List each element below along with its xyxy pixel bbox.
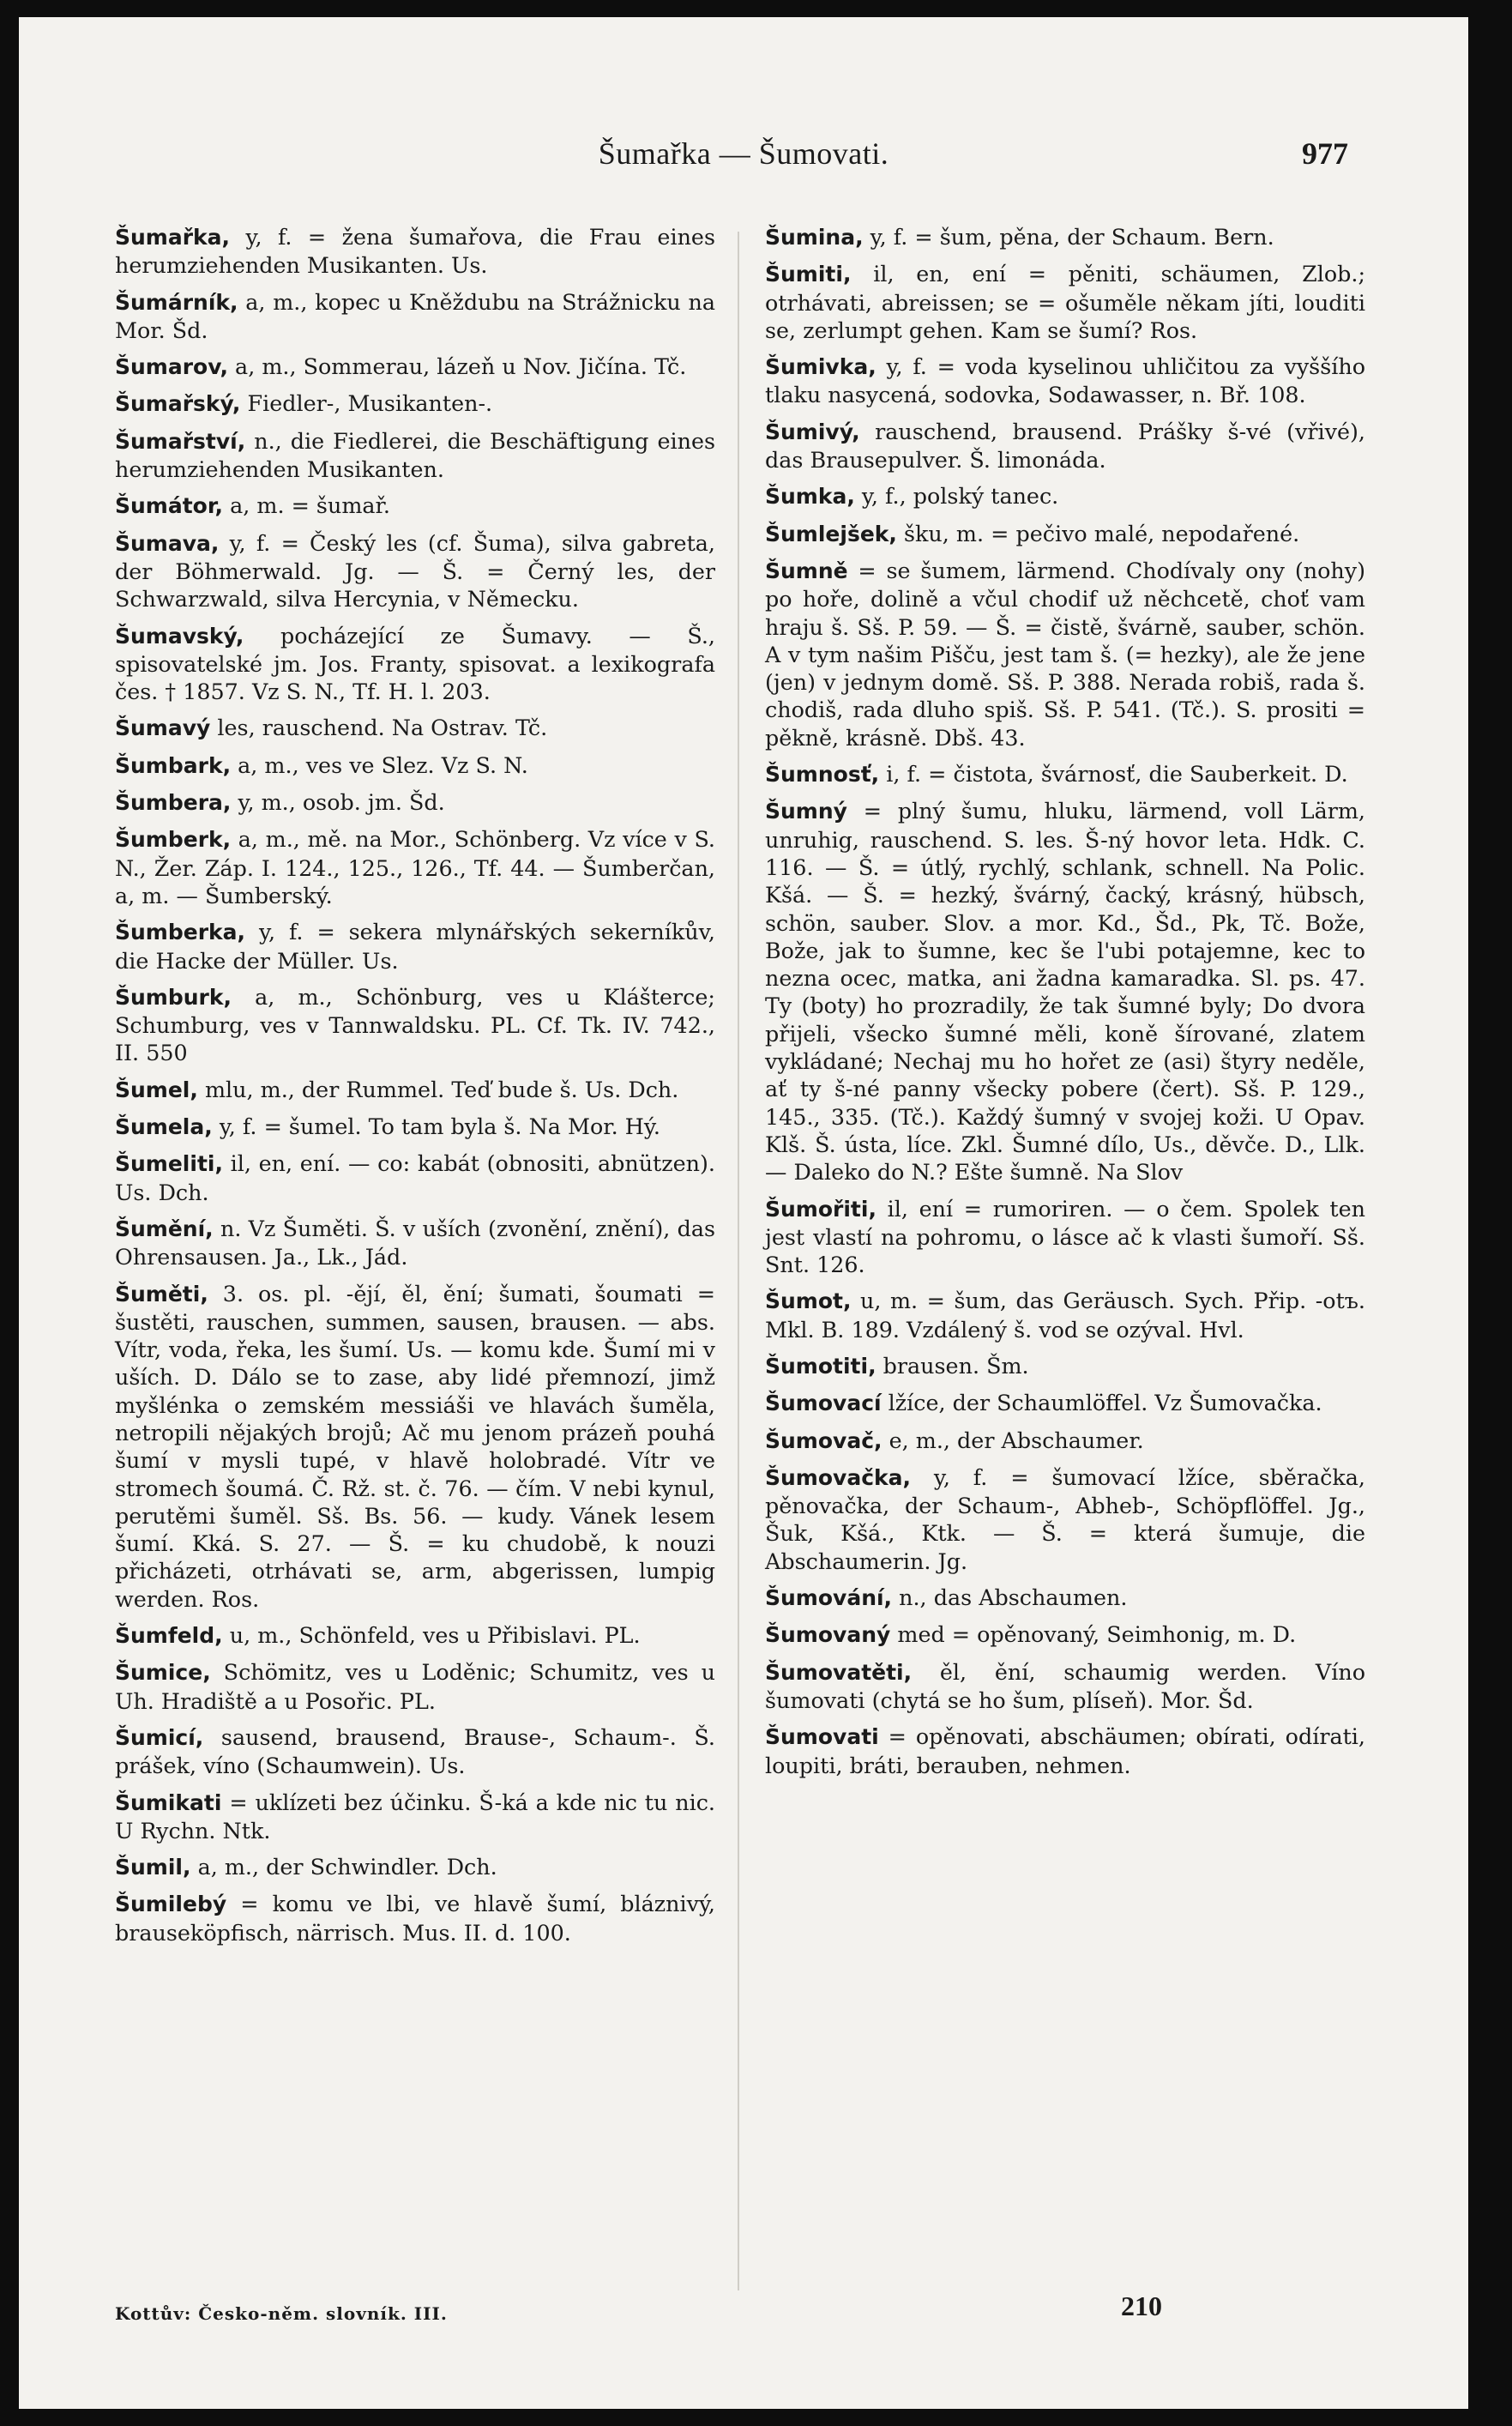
dictionary-entry bbox=[115, 492, 715, 520]
dictionary-entry bbox=[115, 1215, 715, 1271]
entry-headword: Šumnosť, bbox=[765, 762, 880, 788]
entry-headword: Šumarov, bbox=[115, 354, 228, 380]
entry-definition: a, m. = šumař. bbox=[223, 492, 390, 519]
entry-definition: a, m., Sommerau, lázeň u Nov. Jičína. Tč. bbox=[227, 353, 687, 380]
dictionary-entry bbox=[115, 1658, 715, 1715]
entry-headword: Šumavý bbox=[115, 715, 211, 741]
entry-definition: y, f. = šumel. To tam byla š. Na Mor. Hý. bbox=[212, 1113, 660, 1140]
entry-headword: Šuměti, bbox=[115, 1281, 208, 1307]
dictionary-entry bbox=[765, 1658, 1365, 1715]
dictionary-entry bbox=[115, 1789, 715, 1845]
entry-definition: y, m., osob. jm. Šd. bbox=[231, 789, 445, 816]
entry-definition: y, f. = šum, pěna, der Schaum. Bern. bbox=[863, 224, 1274, 250]
entry-headword: Šumivka, bbox=[765, 354, 876, 380]
dictionary-entry bbox=[765, 1620, 1365, 1649]
dictionary-entry bbox=[765, 760, 1365, 788]
entry-definition: Schömitz, ves u Loděnic; Schumitz, ves u Uh. Hradiště a u Posořic. PL. bbox=[115, 1659, 715, 1714]
dictionary-entry bbox=[115, 1150, 715, 1206]
dictionary-entry bbox=[765, 260, 1365, 344]
dictionary-entry bbox=[115, 1280, 715, 1614]
dictionary-entry bbox=[765, 418, 1365, 474]
dictionary-entry bbox=[765, 1427, 1365, 1455]
entry-headword: Šumavský, bbox=[115, 623, 244, 649]
entry-definition: = opěnovati, abschäumen; obírati, odírati, loupiti, bráti, berauben, nehmen. bbox=[765, 1723, 1365, 1778]
entry-definition: lžíce, der Schaumlöffel. Vz Šumovačka. bbox=[881, 1390, 1322, 1416]
entry-definition: y, f. = sekera mlynářských sekerníkův, die Hacke der Müller. Us. bbox=[115, 919, 715, 974]
entry-headword: Šumikati bbox=[115, 1789, 222, 1815]
entry-definition: sausend, brausend, Brause-, Schaum-. Š. prášek, víno (Schaumwein). Us. bbox=[115, 1723, 715, 1779]
entry-headword: Šumina, bbox=[765, 225, 864, 250]
entry-headword: Šumbark, bbox=[115, 752, 232, 778]
dictionary-entry bbox=[115, 918, 715, 975]
entry-definition: Fiedler-, Musikanten-. bbox=[240, 390, 493, 417]
entry-definition: les, rauschend. Na Ostrav. Tč. bbox=[210, 715, 548, 741]
dictionary-entry bbox=[765, 1463, 1365, 1575]
entry-headword: Šumberka, bbox=[115, 920, 246, 945]
dictionary-entry bbox=[115, 751, 715, 780]
dictionary-entry bbox=[115, 1621, 715, 1650]
right-column bbox=[765, 223, 1365, 1788]
entry-headword: Šumovačka, bbox=[765, 1464, 912, 1490]
entry-definition: y, f. = voda kyselinou uhličitou za vyššího tlaku nasycená, sodovka, Sodawasser, n. Bř. 108. bbox=[765, 353, 1365, 408]
entry-definition: = plný šumu, hluku, lärmend, voll Lärm, unruhig, rauschend. S. les. Š-ný hovor leta. Hdk. C. 116. — Š. = útlý, rychlý, schlank, schnell. Na Polic. Kšá. — Š. = hezký, švárný, čacký, krásný, hübsch, schön, sauber. Slov. a mor. Kd., Šd., Pk, Tč. Bože, Bože, jak to šumne, kec še l'ubi potajemne, kec to nezna ocec, matka, ani žadna kamaradka. Sl. ps. 47. Ty (boty) ho prozradily, že tak šumné byly; Do dvora přijeli, všecko šumné měli, koně šírované, zlatem vykládané; Nechaj mu ho hořet ze (asi) štyry neděle, ať ty š-né panny všecky pobere (čert). Sš. P. 129., 145., 335. (Tč.). Každý šumný v svojej koži. U Opav. Klš. Š. ústa, líce. Zkl. Šumné dílo, Us., děvče. D., Llk. — Daleko do N.? Ešte šumně. Na Slov bbox=[765, 798, 1365, 1186]
entry-definition: y, f. = žena šumařova, die Frau eines herumziehenden Musikanten. Us. bbox=[115, 224, 715, 279]
entry-definition: u, m., Schönfeld, ves u Přibislavi. PL. bbox=[222, 1622, 641, 1649]
entry-headword: Šumárník, bbox=[115, 289, 238, 315]
entry-definition: y, f. = šumovací lžíce, sběračka, pěnovačka, der Schaum-, Abheb-, Schöpflöffel. Jg., Šuk, Kšá., Ktk. — Š. = která šumuje, die Abschaumerin. Jg. bbox=[765, 1463, 1365, 1574]
dictionary-entry bbox=[765, 353, 1365, 409]
entry-headword: Šumně bbox=[765, 558, 848, 583]
dictionary-page bbox=[19, 17, 1468, 2409]
entry-definition: brausen. Šm. bbox=[876, 1352, 1029, 1379]
entry-definition: rauschend, brausend. Prášky š-vé (vřivé), das Brausepulver. Š. limonáda. bbox=[765, 418, 1365, 474]
dictionary-entry bbox=[115, 389, 715, 418]
entry-definition: n., das Abschaumen. bbox=[892, 1584, 1128, 1611]
entry-definition: il, ení = rumoriren. — o čem. Spolek ten jest vlastí na pohromu, o lásce ač k vlasti šumoří. Sš. Snt. 126. bbox=[765, 1195, 1365, 1278]
dictionary-entry bbox=[115, 223, 715, 280]
entry-headword: Šumořiti, bbox=[765, 1196, 876, 1222]
entry-definition: a, m., ves ve Slez. Vz S. N. bbox=[231, 751, 528, 778]
entry-headword: Šumela, bbox=[115, 1114, 213, 1140]
entry-headword: Šumovaný bbox=[765, 1622, 891, 1648]
entry-headword: Šumovač, bbox=[765, 1427, 883, 1453]
dictionary-entry bbox=[115, 825, 715, 909]
dictionary-entry bbox=[765, 797, 1365, 1186]
entry-headword: Šumeliti, bbox=[115, 1151, 223, 1177]
dictionary-entry bbox=[765, 223, 1365, 251]
entry-definition: a, m., kopec u Kněždubu na Strážnicku na Mor. Šd. bbox=[115, 288, 715, 343]
entry-definition: = uklízeti bez účinku. Š-ká a kde nic tu nic. U Rychn. Ntk. bbox=[115, 1789, 715, 1844]
entry-definition: n. Vz Šuměti. Š. v uších (zvonění, znění), das Ohrensausen. Ja., Lk., Jád. bbox=[115, 1215, 715, 1270]
entry-definition: ěl, ění, schaumig werden. Víno šumovati (chytá se ho šum, plíseň). Mor. Šd. bbox=[765, 1658, 1365, 1713]
dictionary-entry bbox=[115, 622, 715, 706]
entry-headword: Šumařský, bbox=[115, 391, 241, 417]
dictionary-entry bbox=[115, 1076, 715, 1104]
page-header bbox=[19, 136, 1468, 187]
entry-headword: Šumice, bbox=[115, 1660, 211, 1686]
entry-definition: i, f. = čistota, švárnosť, die Sauberkeit. D. bbox=[879, 761, 1348, 788]
entry-headword: Šumka, bbox=[765, 484, 855, 510]
entry-definition: il, en, ení = pěniti, schäumen, Zlob.; otrhávati, abreissen; se = ošuměle někam jíti, louditi se, zerlumpt gehen. Kam se šumí? Ros. bbox=[765, 261, 1365, 343]
dictionary-entry bbox=[765, 557, 1365, 751]
entry-headword: Šumovatěti, bbox=[765, 1659, 913, 1685]
dictionary-entry bbox=[115, 1853, 715, 1881]
column-divider bbox=[738, 232, 739, 2290]
entry-headword: Šumivý, bbox=[765, 419, 860, 444]
dictionary-entry bbox=[765, 1352, 1365, 1380]
entry-headword: Šumovací bbox=[765, 1391, 882, 1416]
dictionary-entry bbox=[765, 1287, 1365, 1343]
entry-definition: = se šumem, lärmend. Chodívaly ony (nohy) po hoře, dolině a včul chodif už něchcetě, choť vam hraju š. Sš. P. 59. — Š. = čistě, švárně, sauber, schön. A v tym našim Pišču, jest tam š. (= hezky), ale že jene (jen) v jednym domě. Sš. P. 388. Nerada robiš, rada š. chodiš, rada dluho spiš. Sš. P. 541. (Tč.). S. prositi = pěkně, krásně. Dbš. 43. bbox=[765, 557, 1365, 751]
dictionary-entry bbox=[115, 427, 715, 484]
dictionary-entry bbox=[115, 1113, 715, 1141]
entry-headword: Šumel, bbox=[115, 1077, 198, 1102]
entry-definition: u, m. = šum, das Geräusch. Sych. Přip. -otъ. Mkl. B. 189. Vzdálený š. vod se ozýval. Hvl. bbox=[765, 1288, 1365, 1343]
dictionary-entry bbox=[115, 714, 715, 742]
entry-headword: Šumotiti, bbox=[765, 1353, 876, 1379]
dictionary-entry bbox=[115, 288, 715, 345]
entry-headword: Šumfeld, bbox=[115, 1623, 223, 1649]
entry-definition: med = opěnovaný, Seimhonig, m. D. bbox=[890, 1621, 1297, 1648]
dictionary-entry bbox=[765, 520, 1365, 548]
entry-definition: a, m., der Schwindler. Dch. bbox=[190, 1854, 497, 1880]
entry-headword: Šumiti, bbox=[765, 262, 852, 287]
entry-definition: y, f., polský tanec. bbox=[854, 483, 1059, 510]
left-column bbox=[115, 223, 715, 1955]
dictionary-entry bbox=[115, 1723, 715, 1780]
entry-headword: Šumicí, bbox=[115, 1724, 204, 1750]
dictionary-entry bbox=[115, 529, 715, 613]
signature-line: Kottův: Česko-něm. slovník. III. bbox=[115, 2303, 448, 2324]
dictionary-entry bbox=[765, 1389, 1365, 1417]
dictionary-entry bbox=[765, 482, 1365, 510]
dictionary-entry bbox=[765, 1584, 1365, 1612]
entry-headword: Šumění, bbox=[115, 1216, 214, 1241]
entry-headword: Šumování, bbox=[765, 1585, 893, 1611]
entry-headword: Šumberk, bbox=[115, 827, 232, 853]
entry-headword: Šumný bbox=[765, 799, 847, 824]
entry-definition: n., die Fiedlerei, die Beschäftigung eines herumziehenden Musikanten. bbox=[115, 427, 715, 483]
entry-headword: Šumovati bbox=[765, 1724, 879, 1750]
entry-definition: y, f. = Český les (cf. Šuma), silva gabreta, der Böhmerwald. Jg. — Š. = Černý les, der Schwarzwald, silva Hercynia, v Německu. bbox=[115, 529, 715, 613]
entry-headword: Šumil, bbox=[115, 1855, 191, 1880]
sheet-number: 210 bbox=[1121, 2290, 1162, 2321]
entry-definition: a, m., mě. na Mor., Schönberg. Vz více v S. N., Žer. Záp. I. 124., 125., 126., Tf. 44. — Šumberčan, a, m. — Šumberský. bbox=[115, 826, 715, 908]
entry-definition: 3. os. pl. -ějí, ěl, ění; šumati, šoumati = šustěti, rauschen, summen, sausen, brausen. — abs. Vítr, voda, řeka, les šumí. Us. — komu kde. Šumí mi v uších. D. Dálo se to zase, aby lidé přemnozí, jimž myšlénka o zemském messiáši ve hlavách šuměla, netropili nějakých brojů; Ač mu jenom prázeň pouhá šumí v mysli tupé, v hlavě holobradé. Vítr ve stromech šoumá. Č. Rž. st. č. 76. — čím. V nebi kynul, perutěmi šuměl. Sš. Bs. 56. — kudy. Vánek lesem šumí. Kká. S. 27. — Š. = ku chudobě, k nouzi přicházeti, otrhávati se, arm, abgerissen, lumpig werden. Ros. bbox=[115, 1280, 715, 1612]
entry-definition: mlu, m., der Rummel. Teď bude š. Us. Dch. bbox=[197, 1076, 679, 1102]
entry-definition: e, m., der Abschaumer. bbox=[882, 1427, 1144, 1453]
dictionary-entry bbox=[765, 1723, 1365, 1779]
entry-headword: Šumátor, bbox=[115, 493, 224, 519]
entry-headword: Šumařství, bbox=[115, 428, 246, 454]
entry-definition: a, m., Schönburg, ves u Klášterce; Schumburg, ves v Tannwaldsku. PL. Cf. Tk. IV. 742., II. 550 bbox=[115, 983, 715, 1066]
dictionary-entry bbox=[115, 983, 715, 1067]
entry-headword: Šumbera, bbox=[115, 790, 232, 816]
entry-headword: Šumburk, bbox=[115, 984, 232, 1010]
dictionary-entry bbox=[765, 1195, 1365, 1279]
entry-definition: = komu ve lbi, ve hlavě šumí, bláznivý, brauseköpfisch, närrisch. Mus. II. d. 100. bbox=[115, 1891, 715, 1946]
dictionary-entry bbox=[115, 788, 715, 817]
entry-headword: Šumot, bbox=[765, 1288, 852, 1314]
entry-definition: pocházející ze Šumavy. — Š., spisovatelské jm. Jos. Franty, spisovat. a lexikografa čes. † 1857. Vz S. N., Tf. H. l. 203. bbox=[115, 622, 715, 705]
dictionary-entry bbox=[115, 1890, 715, 1946]
entry-definition: šku, m. = pečivo malé, nepodařené. bbox=[896, 520, 1300, 546]
page-number: 977 bbox=[1302, 136, 1348, 171]
running-title: Šumařka — Šumovati. bbox=[598, 136, 889, 171]
entry-headword: Šumilebý bbox=[115, 1892, 227, 1917]
entry-headword: Šumařka, bbox=[115, 225, 231, 250]
entry-headword: Šumlejšek, bbox=[765, 521, 897, 546]
entry-definition: il, en, ení. — co: kabát (obnositi, abnützen). Us. Dch. bbox=[115, 1150, 715, 1205]
dictionary-entry bbox=[115, 353, 715, 381]
entry-headword: Šumava, bbox=[115, 530, 220, 556]
